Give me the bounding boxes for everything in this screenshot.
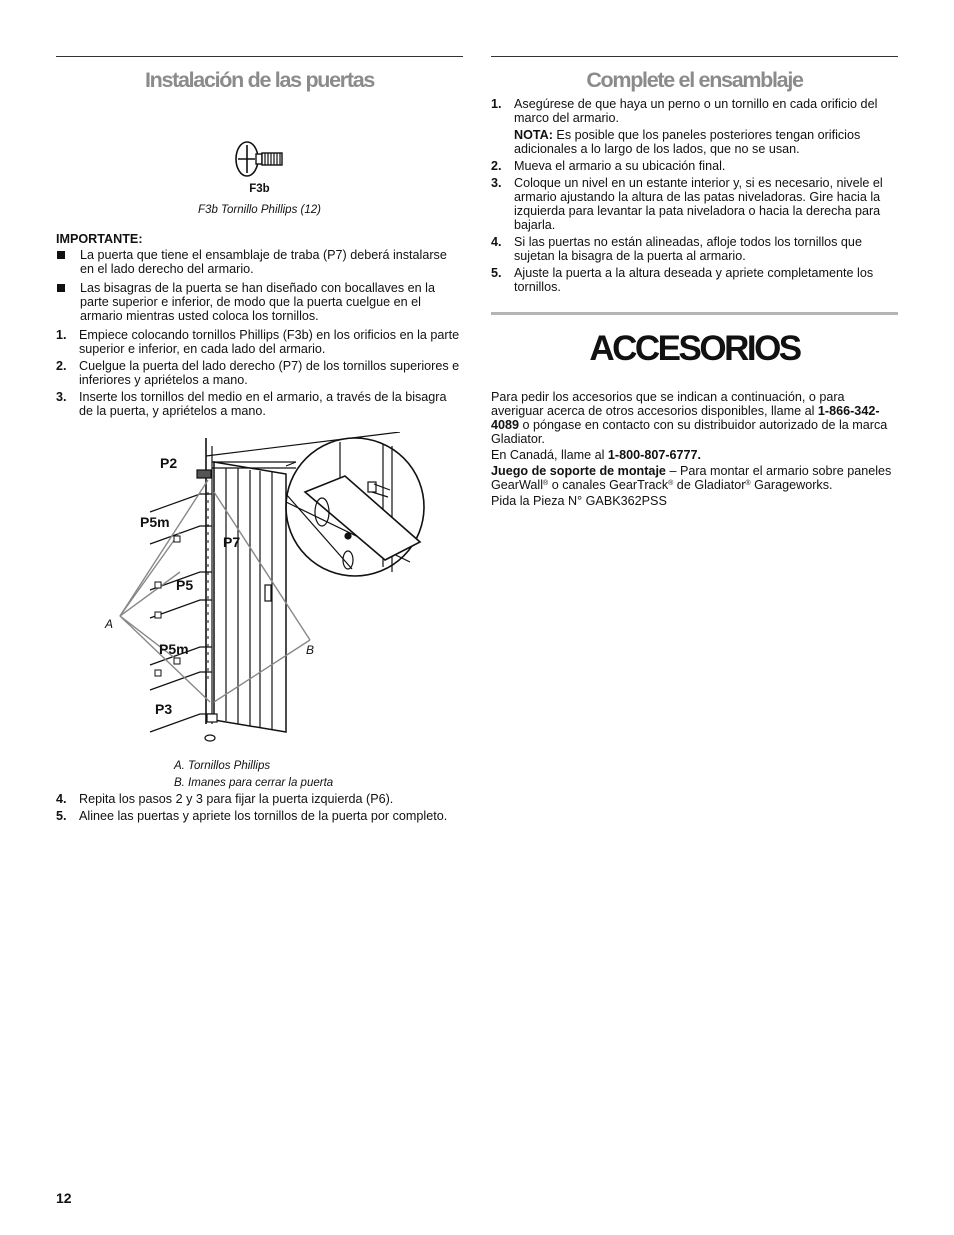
bullet-text: Las bisagras de la puerta se han diseñado con bocallaves en la parte superior e inferior, de modo que la puerta cuelgue en el armario mientras usted coloca los tornillos. xyxy=(80,281,435,323)
label-b: B xyxy=(306,643,315,657)
important-label: IMPORTANTE: xyxy=(56,232,143,246)
order-phone: 1-866-342-4089 xyxy=(491,404,880,433)
step-item xyxy=(56,390,463,418)
label-p5: P5 xyxy=(176,577,194,593)
label-a: A xyxy=(105,617,114,631)
door-installation-diagram xyxy=(100,432,440,752)
step-number: 2. xyxy=(56,359,67,373)
step-number: 1. xyxy=(56,328,67,342)
kit-text-2: o canales GearTrack xyxy=(548,478,669,493)
left-top-rule xyxy=(56,56,463,57)
kit-label: Juego de soporte de montaje xyxy=(491,464,666,479)
step-number: 3. xyxy=(491,176,502,190)
door-steps-list xyxy=(56,328,463,418)
step-number: 3. xyxy=(56,390,67,404)
accessories-intro xyxy=(491,390,898,446)
step-text: Mueva el armario a su ubicación final. xyxy=(514,159,726,173)
door-steps-list-continued xyxy=(56,792,463,823)
registered-mark: ® xyxy=(668,480,674,488)
legend-item-b: B. Imanes para cerrar la puerta xyxy=(174,777,334,789)
intro-end-text: o póngase en contacto con su distribuidor autorizado de la marca Gladiator. xyxy=(491,418,888,447)
screw-figure xyxy=(56,139,463,217)
step-number: 4. xyxy=(491,235,502,249)
step-item xyxy=(491,159,898,173)
square-bullet-icon xyxy=(57,251,65,259)
label-p5m-top: P5m xyxy=(140,514,170,530)
step-text: Inserte los tornillos del medio en el armario, a través de la bisagra de la puerta, y apriételos a mano. xyxy=(79,390,447,418)
step-number: 1. xyxy=(491,97,502,111)
step-item xyxy=(491,176,898,232)
canada-phone: 1-800-807-6777. xyxy=(607,448,702,463)
screw-id-label: F3b xyxy=(249,183,270,195)
kit-text-4: Garageworks. xyxy=(750,478,833,493)
registered-mark: ® xyxy=(543,480,549,488)
left-column xyxy=(56,56,463,826)
label-p3: P3 xyxy=(155,701,173,717)
phillips-screw-icon xyxy=(234,139,286,179)
mounting-kit-paragraph xyxy=(491,464,898,492)
legend-item-a: A. Tornillos Phillips xyxy=(174,760,271,772)
kit-text-3: de Gladiator xyxy=(673,478,746,493)
step-item xyxy=(56,359,463,387)
step-text: Alinee las puertas y apriete los tornillos de la puerta por completo. xyxy=(79,809,448,823)
right-column xyxy=(491,56,898,510)
step-item xyxy=(56,809,463,823)
step-text: Repita los pasos 2 y 3 para fijar la puerta izquierda (P6). xyxy=(79,792,394,806)
bullet-text: La puerta que tiene el ensamblaje de traba (P7) deberá instalarse en el lado derecho del armario. xyxy=(80,248,447,276)
note-text: Es posible que los paneles posteriores tengan orificios adicionales a lo largo de los lados, que no se usan. xyxy=(514,128,861,156)
step-text: Empiece colocando tornillos Phillips (F3b) en los orificios en la parte superior e inferior, en cada lado del armario. xyxy=(79,328,460,356)
step-item xyxy=(491,235,898,263)
intro-text: Para pedir los accesorios que se indican a continuación, o para averiguar acerca de otros accesorios disponibles, llame al xyxy=(491,390,845,419)
canada-line xyxy=(491,448,898,462)
step-item xyxy=(56,792,463,806)
step-number: 5. xyxy=(491,266,502,280)
accessories-rule xyxy=(491,312,898,315)
step-number: 5. xyxy=(56,809,67,823)
assembly-steps-list xyxy=(491,97,898,294)
step-number: 4. xyxy=(56,792,67,806)
square-bullet-icon xyxy=(57,284,65,292)
label-p2: P2 xyxy=(160,455,178,471)
door-installation-title: Instalación de las puertas xyxy=(144,68,375,92)
step-text: Coloque un nivel en un estante interior y, si es necesario, nivele el armario ajustando la altura de las patas niveladoras. Gire hacia la izquierda para levantar la pata niveladora o hacia la derecha para bajarla. xyxy=(514,176,883,232)
step-item xyxy=(491,97,898,156)
registered-mark: ® xyxy=(745,480,751,488)
step-text: Cuelgue la puerta del lado derecho (P7) de los tornillos superiores e inferiores y apriételos a mano. xyxy=(79,359,460,387)
canada-text: En Canadá, llame al xyxy=(491,448,608,463)
step-text: Ajuste la puerta a la altura deseada y apriete completamente los tornillos. xyxy=(514,266,874,294)
accessories-body xyxy=(491,390,898,508)
step-item xyxy=(491,266,898,294)
label-p5m-bottom: P5m xyxy=(159,641,189,657)
step-text: Si las puertas no están alineadas, afloje todos los tornillos que sujetan la bisagra de la puerta al armario. xyxy=(514,235,862,263)
step-number: 2. xyxy=(491,159,502,173)
bullet-item xyxy=(56,248,463,276)
note-paragraph xyxy=(514,128,898,156)
figure-legend xyxy=(174,758,463,792)
screw-caption: F3b Tornillo Phillips (12) xyxy=(198,204,321,216)
step-item xyxy=(56,328,463,356)
accessories-title: ACCESORIOS xyxy=(589,329,800,368)
important-bullet-list xyxy=(56,248,463,323)
part-number-line: Pida la Pieza N° GABK362PSS xyxy=(491,494,667,509)
page-number: 12 xyxy=(56,1190,72,1206)
right-top-rule xyxy=(491,56,898,57)
complete-assembly-title: Complete el ensamblaje xyxy=(586,68,803,92)
kit-text-1: – Para montar el armario sobre paneles GearWall xyxy=(491,464,892,493)
label-p7: P7 xyxy=(223,534,241,550)
step-text: Asegúrese de que haya un perno o un tornillo en cada orificio del marco del armario. xyxy=(514,97,878,125)
note-label: NOTA: xyxy=(514,128,553,142)
bullet-item xyxy=(56,281,463,323)
